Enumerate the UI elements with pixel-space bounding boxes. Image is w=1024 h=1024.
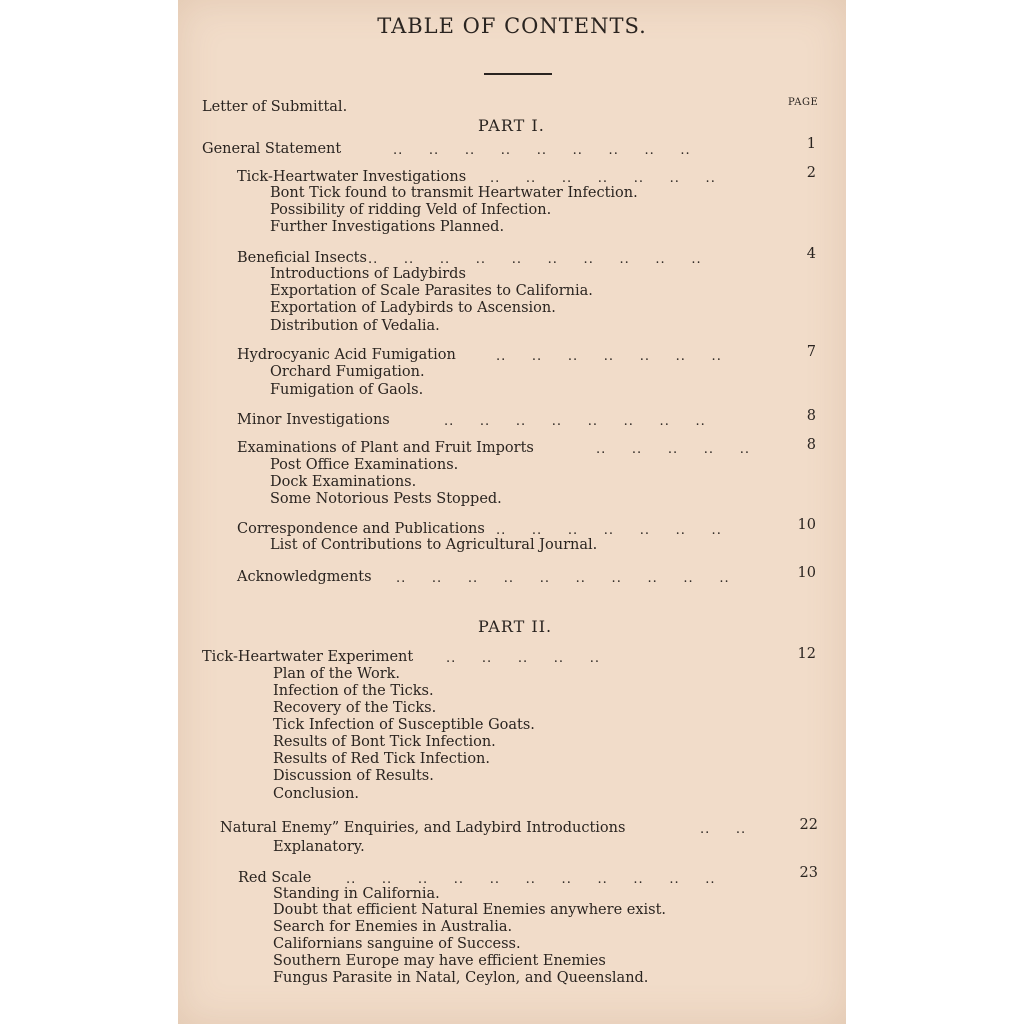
toc-subentry: Recovery of the Ticks.	[273, 700, 437, 716]
toc-entry-page: 2	[806, 165, 816, 181]
toc-subentry: Dock Examinations.	[270, 474, 417, 490]
toc-entry-page: 10	[797, 517, 816, 533]
toc-entry-page: 8	[806, 408, 816, 424]
toc-subentry: Fungus Parasite in Natal, Ceylon, and Queensland.	[273, 970, 649, 986]
toc-subentry: Infection of the Ticks.	[273, 683, 434, 699]
toc-entry-page: 7	[806, 344, 816, 360]
toc-subentry: Exportation of Scale Parasites to California.	[270, 283, 593, 299]
toc-entry-page: 1	[806, 136, 816, 152]
toc-subentry: Fumigation of Gaols.	[270, 382, 424, 398]
toc-entry-title: Tick-Heartwater Investigations	[237, 169, 467, 185]
toc-subentry: Discussion of Results.	[273, 768, 434, 784]
toc-entry-title: Acknowledgments	[237, 569, 372, 585]
toc-subentry: Conclusion.	[273, 786, 360, 802]
toc-subentry: Post Office Examinations.	[270, 457, 459, 473]
dot-leader: .. .. .. .. .. .. .. .. .. ..	[396, 571, 730, 586]
title-rule	[484, 73, 552, 75]
toc-subentry: Standing in California.	[273, 886, 440, 902]
toc-subentry: Introductions of Ladybirds	[270, 266, 466, 282]
toc-entry-page: 23	[799, 865, 818, 881]
toc-entry-title: General Statement	[202, 141, 342, 157]
toc-subentry: Tick Infection of Susceptible Goats.	[273, 717, 535, 733]
dot-leader: .. .. .. .. .. .. .. ..	[444, 414, 706, 429]
toc-subentry: Distribution of Vedalia.	[270, 318, 440, 334]
toc-subentry: Plan of the Work.	[273, 666, 401, 682]
dot-leader: .. ..	[700, 822, 747, 837]
toc-entry-title: Minor Investigations	[237, 412, 390, 428]
toc-entry-title: Hydrocyanic Acid Fumigation	[237, 347, 456, 363]
toc-entry-title: Beneficial Insects	[237, 250, 367, 266]
toc-entry-title: Tick-Heartwater Experiment	[202, 649, 414, 665]
toc-entry-page: 10	[797, 565, 816, 581]
toc-entry-page: 4	[806, 246, 816, 262]
toc-subentry: Californians sanguine of Success.	[273, 936, 521, 952]
part-one-heading: PART I.	[478, 116, 545, 135]
dot-leader: .. .. .. .. ..	[446, 651, 600, 666]
toc-subentry: Explanatory.	[273, 839, 365, 855]
dot-leader: .. .. .. .. ..	[596, 442, 750, 457]
toc-subentry: Search for Enemies in Australia.	[273, 919, 513, 935]
toc-subentry: Possibility of ridding Veld of Infection.	[270, 202, 552, 218]
page-title: TABLE OF CONTENTS.	[377, 14, 647, 38]
toc-entry-title: Correspondence and Publications	[237, 521, 485, 537]
book-page	[178, 0, 846, 1024]
toc-subentry: Results of Bont Tick Infection.	[273, 734, 496, 750]
toc-entry-page: 8	[806, 437, 816, 453]
dot-leader: .. .. .. .. .. .. ..	[496, 523, 722, 538]
toc-subentry: Results of Red Tick Infection.	[273, 751, 490, 767]
dot-leader: .. .. .. .. .. .. ..	[496, 349, 722, 364]
dot-leader: .. .. .. .. .. .. .. .. .. ..	[368, 252, 702, 267]
letter-of-submittal: Letter of Submittal.	[202, 99, 348, 115]
toc-entry-title: Examinations of Plant and Fruit Imports	[237, 440, 534, 456]
toc-subentry: Southern Europe may have efficient Enemies	[273, 953, 606, 969]
toc-subentry: Further Investigations Planned.	[270, 219, 505, 235]
toc-entry-title: Natural Enemy” Enquiries, and Ladybird Introductions	[220, 820, 626, 836]
part-two-heading: PART II.	[478, 617, 553, 636]
toc-subentry: Orchard Fumigation.	[270, 364, 425, 380]
toc-entry-title: Red Scale	[238, 870, 312, 886]
toc-subentry: Doubt that efficient Natural Enemies anywhere exist.	[273, 902, 667, 918]
dot-leader: .. .. .. .. .. .. ..	[490, 171, 716, 186]
toc-subentry: Bont Tick found to transmit Heartwater Infection.	[270, 185, 638, 201]
toc-subentry: Exportation of Ladybirds to Ascension.	[270, 300, 556, 316]
page-column-header: PAGE	[788, 97, 819, 108]
toc-subentry: List of Contributions to Agricultural Journal.	[270, 537, 598, 553]
toc-entry-page: 22	[799, 817, 818, 833]
toc-entry-page: 12	[797, 646, 816, 662]
dot-leader: .. .. .. .. .. .. .. .. .. .. ..	[346, 872, 716, 887]
toc-subentry: Some Notorious Pests Stopped.	[270, 491, 502, 507]
dot-leader: .. .. .. .. .. .. .. .. ..	[393, 143, 691, 158]
